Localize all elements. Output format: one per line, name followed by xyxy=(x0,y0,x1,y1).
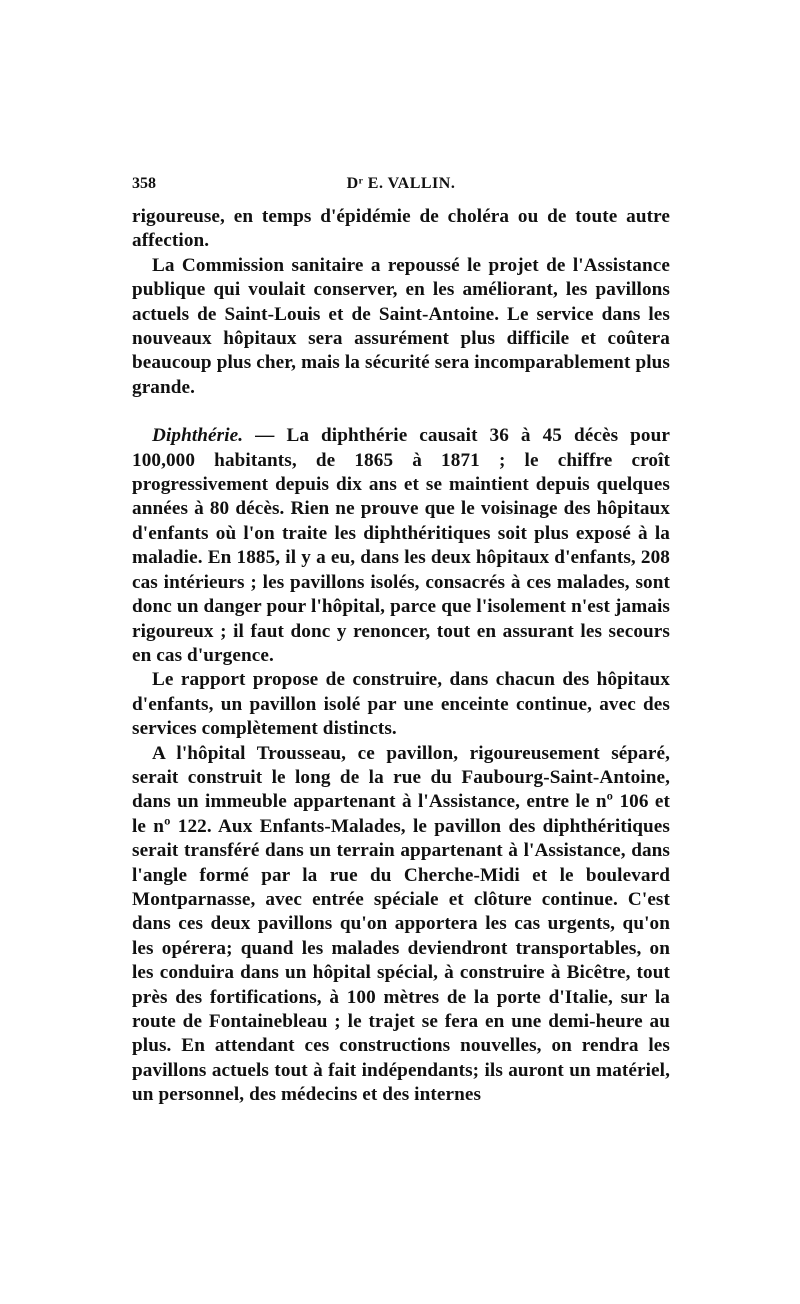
paragraph-trousseau: A l'hôpital Trousseau, ce pavillon, rigoureusement séparé, serait construit le long de la rue du Faubourg-Saint-Antoine, dans un immeuble appartenant à l'Assistance, entre le nº 106 et le nº 122. Aux Enfants-Malades, le pavillon des diphthéritiques serait transféré dans un terrain appartenant à l'Assistance, dans l'angle formé par la rue du Cherche-Midi et le boulevard Montparnasse, avec entrée spéciale et clôture continue. C'est dans ces deux pavillons qu'on apportera les cas urgents, qu'on les opérera; quand les malades deviendront transportables, on les conduira dans un hôpital spécial, à construire à Bicêtre, tout près des fortifications, à 100 mètres de la porte d'Italie, sur la route de Fontainebleau ; le trajet se fera en une demi-heure au plus. En attendant ces constructions nouvelles, on rendra les pavillons actuels tout à fait indépendants; ils auront un matériel, un personnel, des médecins et des internes xyxy=(132,742,670,1106)
paragraph-commission: La Commission sanitaire a repoussé le projet de l'Assistance publique qui voulait conserver, en les améliorant, les pavillons actuels de Saint-Louis et de Saint-Antoine. Le service dans les nouveaux hôpitaux sera assurément plus difficile et coûtera beaucoup plus cher, mais la sécurité sera incomparablement plus grande. xyxy=(132,254,670,398)
page-number: 358 xyxy=(132,175,156,192)
page-header xyxy=(132,171,670,197)
paragraph-continuation: rigoureuse, en temps d'épidémie de choléra ou de toute autre affection. xyxy=(132,206,670,252)
paragraph-rapport: Le rapport propose de construire, dans chacun des hôpitaux d'enfants, un pavillon isolé par une enceinte continue, avec des services complètement distincts. xyxy=(132,669,670,740)
paragraph-diphtherie-text: — La diphthérie causait 36 à 45 décès pour 100,000 habitants, de 1865 à 1871 ; le chiffre croît progressivement depuis dix ans et se maintient depuis quelques années à 80 décès. Rien ne prouve que le voisinage des hôpitaux d'enfants où l'on traite les diphthéritiques soit plus exposé à la maladie. En 1885, il y a eu, dans les deux hôpitaux d'enfants, 208 cas intérieurs ; les pavillons isolés, consacrés à ces malades, sont donc un danger pour l'hôpital, parce que l'isolement n'est jamais rigoureux ; il faut donc y renoncer, tout en assurant les secours en cas d'urgence. xyxy=(132,425,670,666)
paragraph-diphtherie xyxy=(132,424,670,668)
section-title-diphtherie: Diphthérie. xyxy=(152,425,244,447)
body-text xyxy=(132,205,670,1108)
running-head: Dʳ E. VALLIN. xyxy=(346,175,456,192)
